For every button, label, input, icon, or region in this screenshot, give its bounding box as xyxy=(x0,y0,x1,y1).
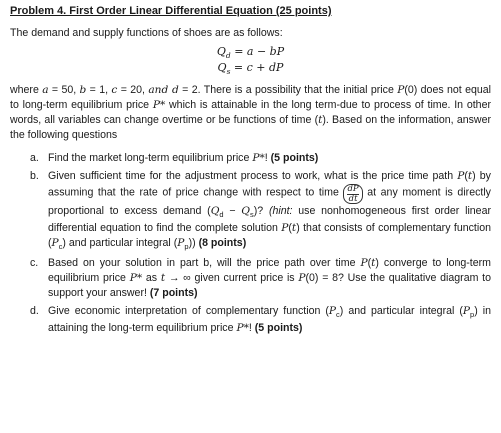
question-label: b. xyxy=(30,170,39,183)
question-c: c. Based on your solution in part b, will the price path over time P(t) converge to long-term equilibrium price P* as t → ∞ given current price is P(0) = 8? Use the qualitative diagram to support your answer! (7 points) xyxy=(30,256,492,300)
demand-equation: $Q_d = a$ − bP xyxy=(216,44,285,60)
dp-dt-fraction: $\frac{dP}{dt}$ xyxy=(343,184,362,204)
points-badge: (7 points) xyxy=(149,287,198,300)
question-d: d. Give economic interpretation of complementary function $(P_c)$ and particular integral $(P_p)$ in attaining the long-term equilibrium price P*! (5 points) xyxy=(30,305,491,334)
where-paragraph: where a = 50, b = 1, c = 20, and d = 2. There is a possibility that the initial price P(0) does not equal to long-term equilibrium price P* which is attainable in the long term-due to process of time. In other words, all variables can change overtime or be functions of time (t). Based on the information, answer the following questions xyxy=(10,84,491,142)
question-label: c. xyxy=(30,256,39,269)
supply-equation: $Q_s = c$ + dP xyxy=(217,60,284,77)
intro-text: The demand and supply functions of shoes are as follows: xyxy=(10,26,283,39)
points-badge: (5 points) xyxy=(254,321,303,334)
question-b: b. Given sufficient time for the adjustment process to work, what is the price time path P(t) by assuming that the rate of price change with respect to time $\frac{dP}{dt}$ at any moment is directly proportional to excess demand $(Q_d - Q_s)$? (hint: use nonhomogeneous first order linear differential equation to find the complete solution P(t) that consists of complementary function $(P_c)$ and particular integral $(P_p)$) (8 points) xyxy=(30,170,491,252)
question-list xyxy=(10,151,491,335)
problem-title: Problem 4. First Order Linear Differential Equation (25 points) xyxy=(10,5,332,17)
question-label: d. xyxy=(30,305,39,318)
points-badge: (8 points) xyxy=(198,237,247,250)
question-a: a. Find the market long-term equilibrium price P*! (5 points) xyxy=(30,151,491,166)
question-label: a. xyxy=(30,152,39,165)
points-badge: (5 points) xyxy=(270,152,319,165)
